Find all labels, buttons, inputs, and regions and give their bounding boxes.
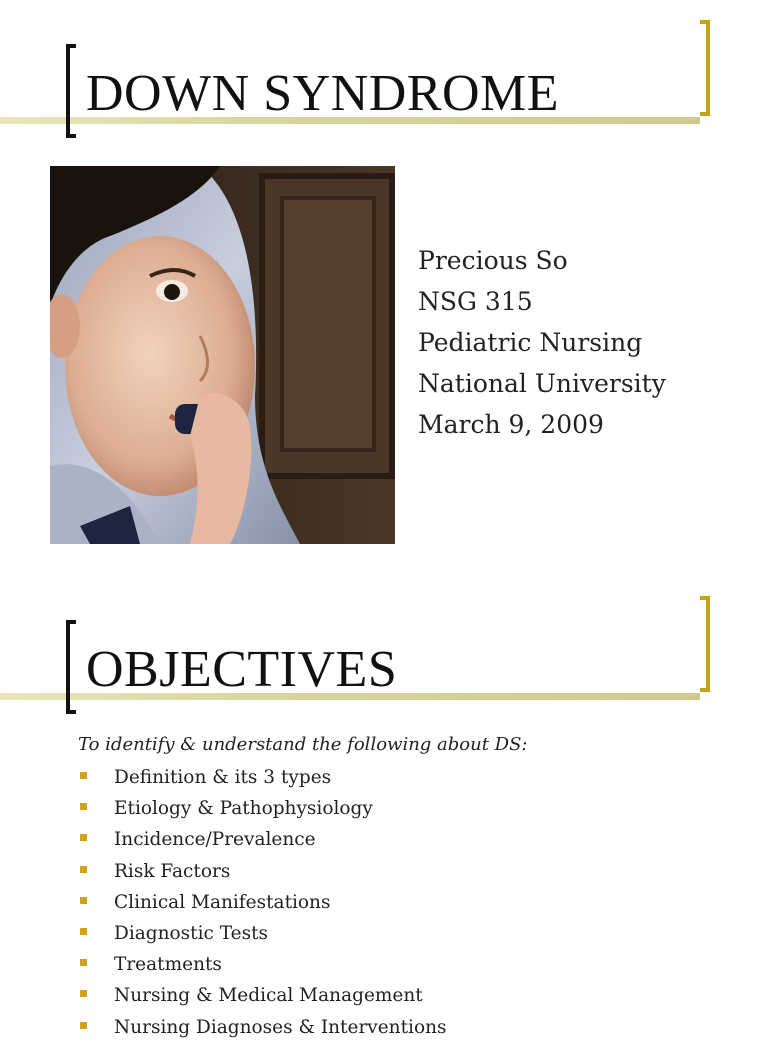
objectives-slide <box>0 576 768 1038</box>
presenter-info <box>418 240 666 445</box>
list-item: Clinical Manifestations <box>78 887 447 918</box>
bullet-square-icon <box>80 803 87 810</box>
child-photo <box>50 166 395 544</box>
list-item: Nursing & Medical Management <box>78 980 447 1011</box>
bullet-square-icon <box>80 866 87 873</box>
list-item: Diagnostic Tests <box>78 918 447 949</box>
bullet-square-icon <box>80 928 87 935</box>
list-item: Nursing Diagnoses & Interventions <box>78 1012 447 1043</box>
institution: National University <box>418 369 666 398</box>
list-item: Etiology & Pathophysiology <box>78 793 447 824</box>
bullet-square-icon <box>80 834 87 841</box>
right-bracket-decoration <box>700 596 710 692</box>
bullet-square-icon <box>80 959 87 966</box>
bullet-square-icon <box>80 772 87 779</box>
objectives-intro: To identify & understand the following about DS: <box>78 734 528 755</box>
objectives-list <box>78 762 447 1043</box>
child-photo-illustration <box>50 166 395 544</box>
list-item: Incidence/Prevalence <box>78 824 447 855</box>
slide-title: OBJECTIVES <box>86 641 398 698</box>
right-bracket-decoration <box>700 20 710 116</box>
bullet-square-icon <box>80 897 87 904</box>
bullet-square-icon <box>80 990 87 997</box>
list-item: Definition & its 3 types <box>78 762 447 793</box>
list-item: Risk Factors <box>78 856 447 887</box>
bullet-square-icon <box>80 1022 87 1029</box>
left-bracket-decoration <box>66 620 76 714</box>
course-name: Pediatric Nursing <box>418 328 643 357</box>
presentation-date: March 9, 2009 <box>418 410 604 439</box>
course-code: NSG 315 <box>418 287 533 316</box>
presenter-name: Precious So <box>418 246 568 275</box>
slide-title: DOWN SYNDROME <box>86 65 560 122</box>
left-bracket-decoration <box>66 44 76 138</box>
list-item: Treatments <box>78 949 447 980</box>
